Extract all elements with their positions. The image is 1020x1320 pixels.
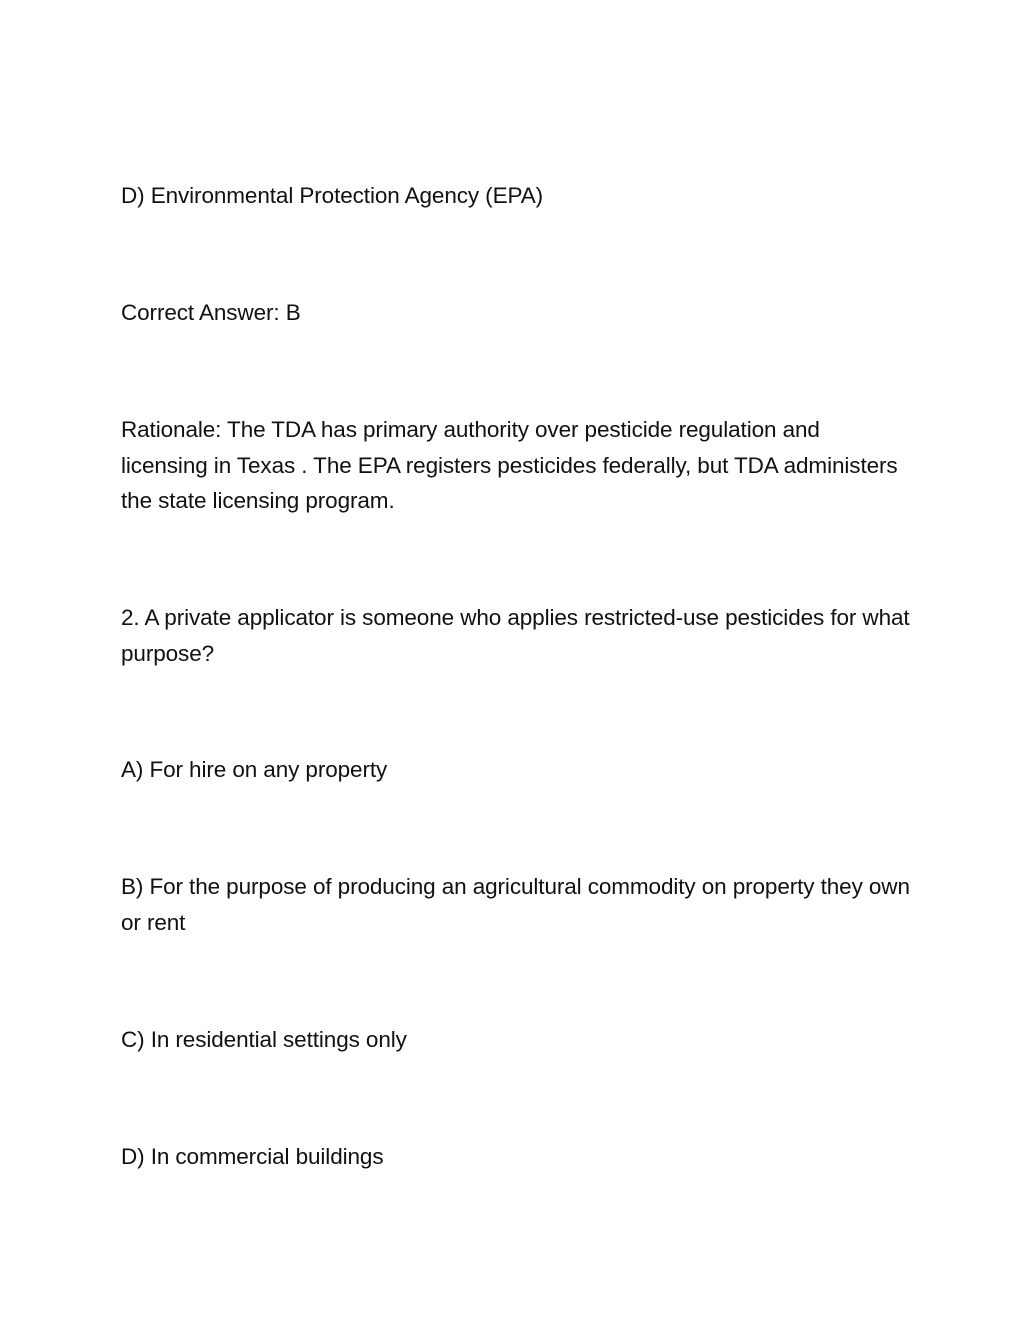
- question-2-option-d: D) In commercial buildings: [121, 1144, 384, 1169]
- question-2-option-a: A) For hire on any property: [121, 757, 388, 782]
- question-2-prompt: 2. A private applicator is someone who applies restricted-use pesticides for what purpose?: [121, 605, 910, 666]
- previous-question-option-d: D) Environmental Protection Agency (EPA): [121, 183, 544, 208]
- question-2-option-b: B) For the purpose of producing an agricultural commodity on property they own or rent: [121, 874, 910, 935]
- correct-answer: Correct Answer: B: [121, 300, 301, 325]
- rationale: Rationale: The TDA has primary authority over pesticide regulation and licensing in Texas . The EPA registers pesticides federally, but TDA administers the state licensing program.: [121, 417, 898, 513]
- question-2-option-c: C) In residential settings only: [121, 1027, 407, 1052]
